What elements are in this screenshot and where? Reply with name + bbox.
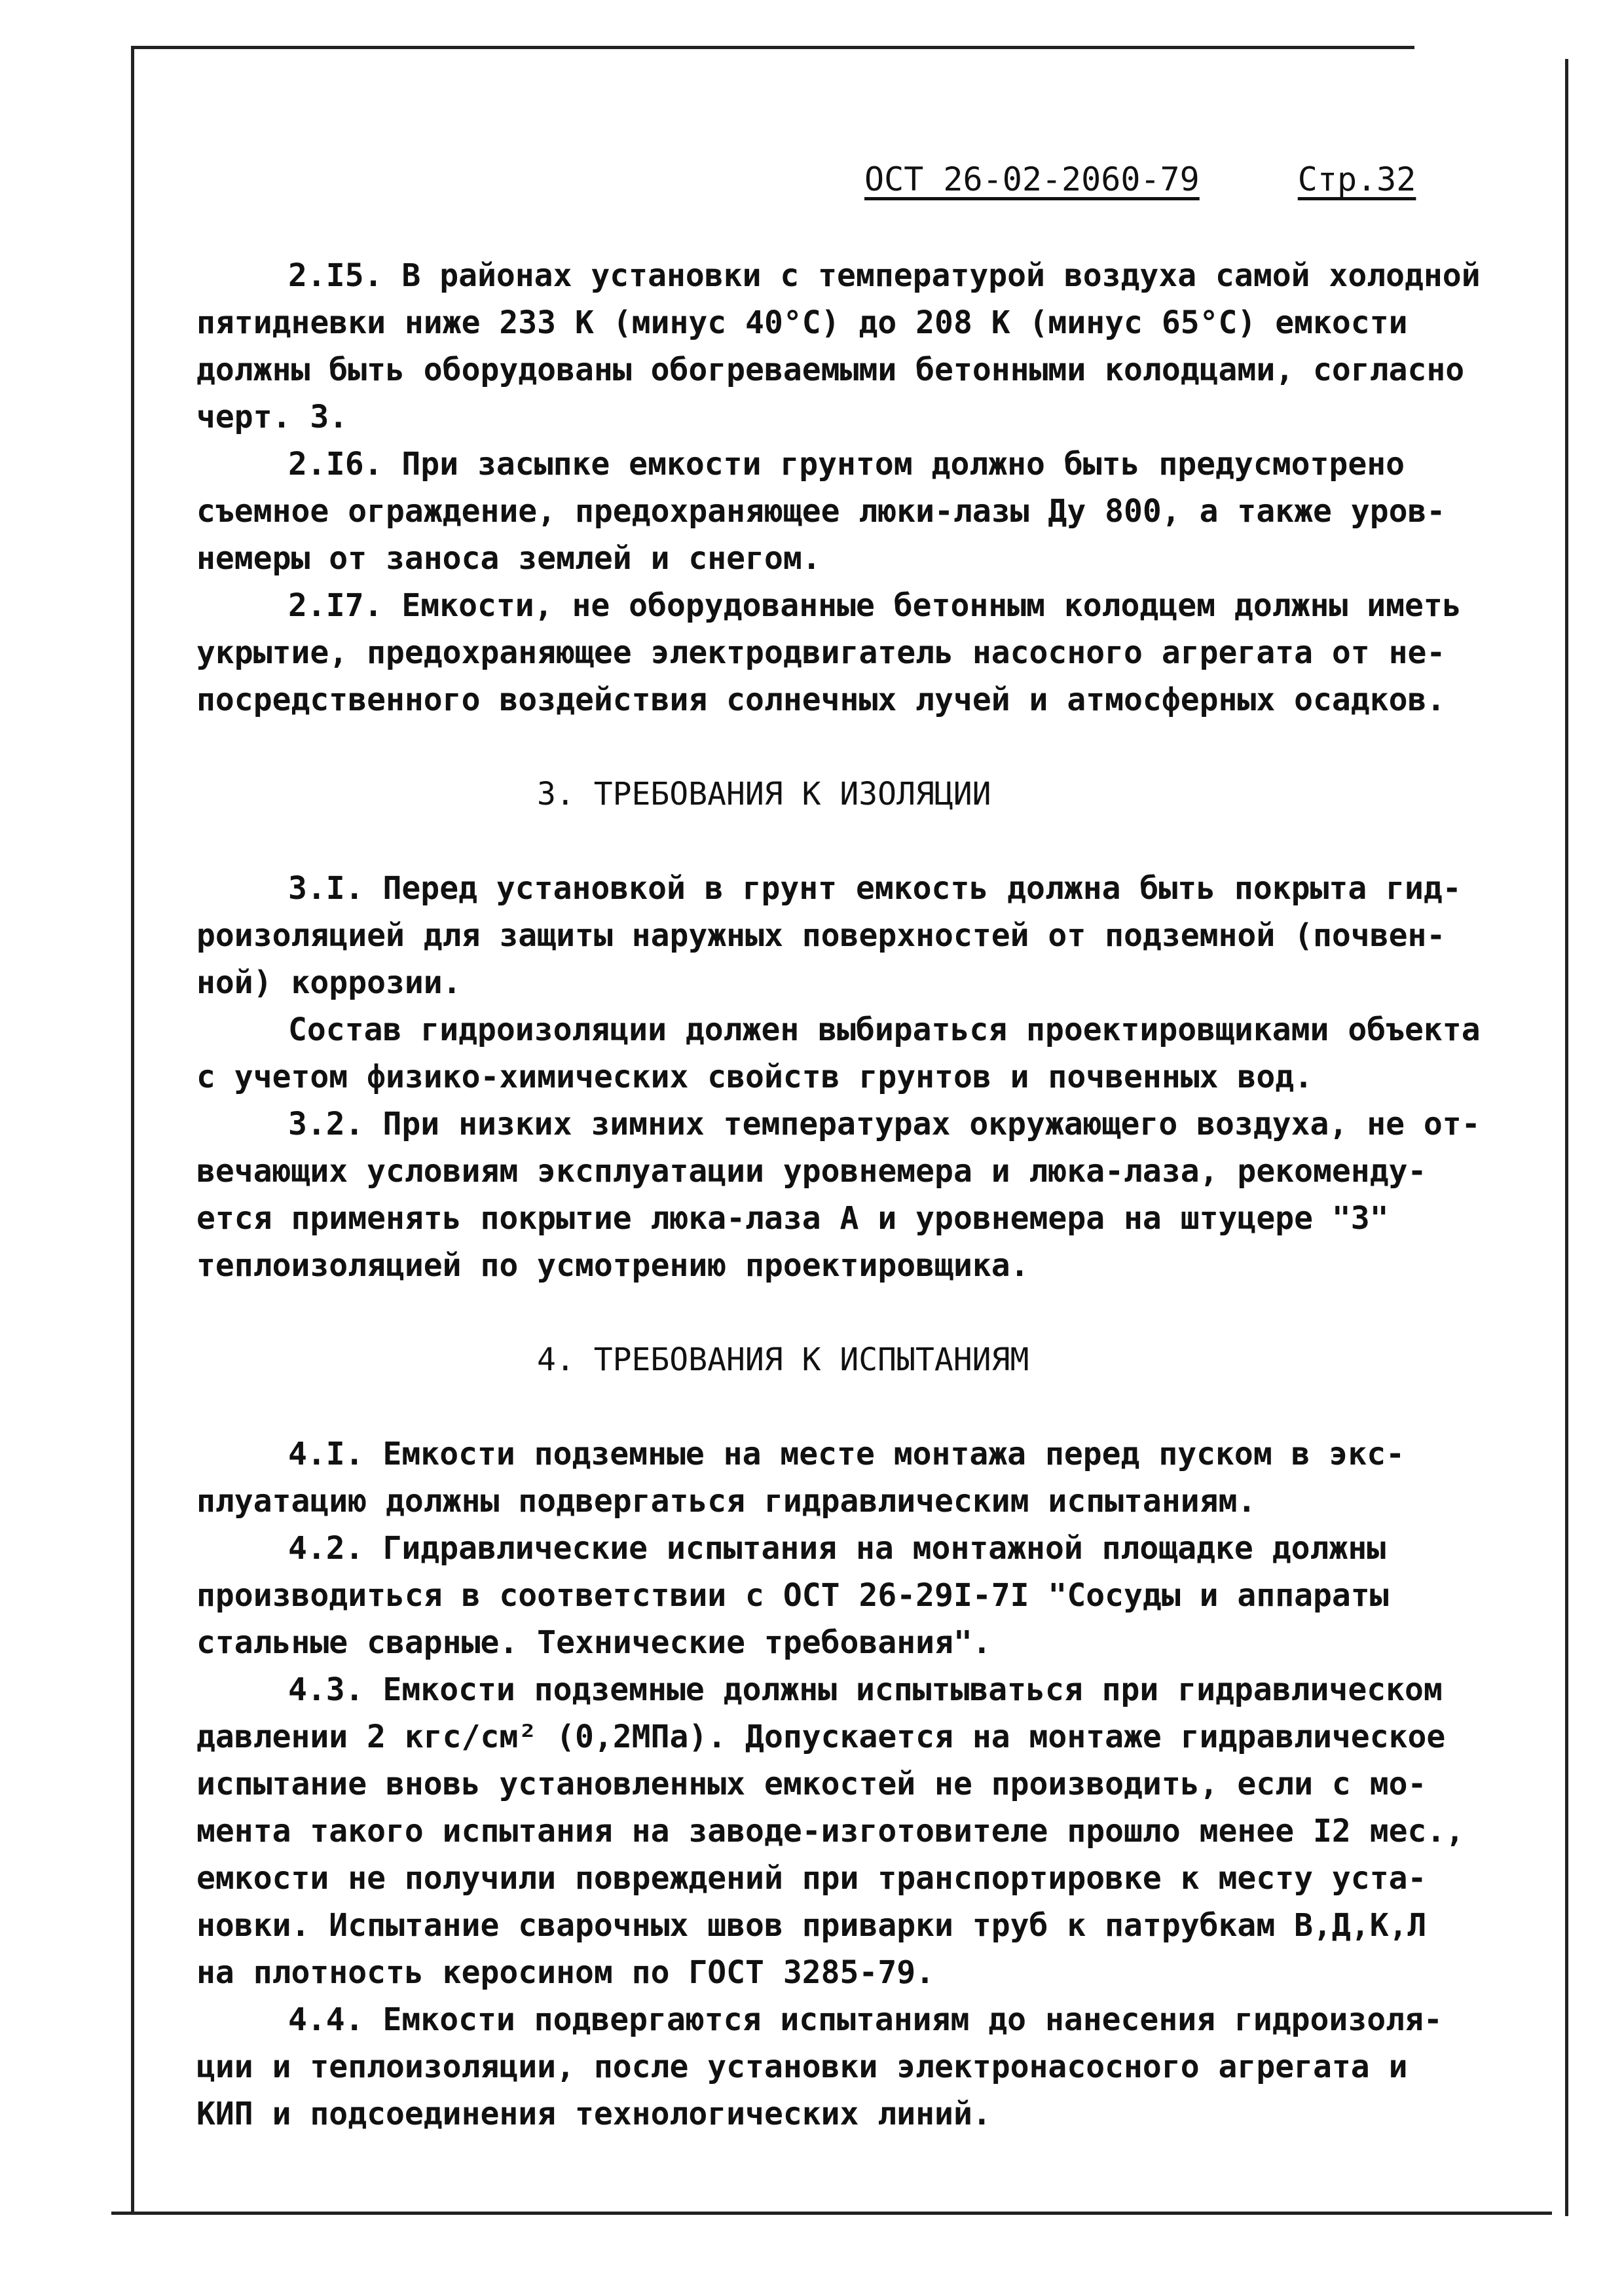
spacer [196, 1289, 1559, 1336]
paragraph-line: на плотность керосином по ГОСТ 3285-79. [196, 1954, 935, 1991]
paragraph-line: черт. 3. [196, 399, 348, 435]
paragraph-line: роизоляцией для защиты наружных поверхностей от подземной (почвен- [196, 917, 1446, 954]
paragraph-line: новки. Испытание сварочных швов приварки труб к патрубкам В,Д,К,Л [196, 1907, 1427, 1944]
section-heading: 3. ТРЕБОВАНИЯ К ИЗОЛЯЦИИ [537, 776, 991, 812]
paragraph-line: ной) коррозии. [196, 964, 462, 1001]
paragraph-line: Состав гидроизоляции должен выбираться проектировщиками объекта [288, 1011, 1481, 1048]
paragraph-line: КИП и подсоединения технологических линий. [196, 2096, 991, 2132]
paragraph-line: ется применять покрытие люка-лаза А и уровнемера на штуцере "З" [196, 1200, 1389, 1237]
spacer [196, 1383, 1559, 1430]
paragraph-line: вечающих условиям эксплуатации уровнемера и люка-лаза, рекоменду- [196, 1153, 1427, 1190]
paragraph-line: 2.I7. Емкости, не оборудованные бетонным колодцем должны иметь [288, 587, 1462, 624]
paragraph-line: плуатацию должны подвергаться гидравлическим испытаниям. [196, 1483, 1257, 1520]
paragraph-line: немеры от заноса землей и снегом. [196, 540, 821, 577]
paragraph-line: теплоизоляцией по усмотрению проектировщика. [196, 1247, 1029, 1284]
spacer [196, 818, 1559, 865]
paragraph-line: посредственного воздействия солнечных лучей и атмосферных осадков. [196, 682, 1446, 718]
paragraph-line: 4.I. Емкости подземные на месте монтажа перед пуском в экс- [288, 1436, 1405, 1472]
paragraph-line: съемное ограждение, предохраняющее люки-лазы Ду 800, а также уров- [196, 493, 1446, 530]
paragraph-line: производиться в соответствии с ОСТ 26-29I-7I "Сосуды и аппараты [196, 1577, 1389, 1614]
paragraph-line: испытание вновь установленных емкостей не производить, если с мо- [196, 1766, 1427, 1802]
frame-top-border [131, 46, 1414, 49]
paragraph-line: 3.2. При низких зимних температурах окружающего воздуха, не от- [288, 1106, 1481, 1142]
paragraph-line: должны быть оборудованы обогреваемыми бетонными колодцами, согласно [196, 352, 1465, 388]
document-code: ОСТ 26-02-2060-79 [864, 160, 1200, 198]
page-header [864, 160, 1416, 198]
frame-left-border [131, 46, 134, 2213]
paragraph-line: стальные сварные. Технические требования". [196, 1624, 991, 1661]
paragraph-line: мента такого испытания на заводе-изготовителе прошло менее I2 мес., [196, 1813, 1465, 1850]
paragraph-line: с учетом физико-химических свойств грунтов и почвенных вод. [196, 1059, 1314, 1095]
paragraph-line: укрытие, предохраняющее электродвигатель насосного агрегата от не- [196, 634, 1446, 671]
frame-bottom-border [111, 2212, 1552, 2215]
paragraph-line: 2.I6. При засыпке емкости грунтом должно быть предусмотрено [288, 446, 1405, 483]
paragraph-line: 2.I5. В районах установки с температурой воздуха самой холодной [288, 257, 1481, 294]
paragraph-line: 3.I. Перед установкой в грунт емкость должна быть покрыта гид- [288, 870, 1462, 907]
paragraph-line: 4.4. Емкости подвергаются испытаниям до нанесения гидроизоля- [288, 2001, 1443, 2038]
paragraph-line: 4.3. Емкости подземные должны испытываться при гидравлическом [288, 1671, 1443, 1708]
paragraph-line: давлении 2 кгс/см² (0,2МПа). Допускается на монтаже гидравлическое [196, 1719, 1446, 1755]
paragraph-line: 4.2. Гидравлические испытания на монтажной площадке должны [288, 1530, 1386, 1567]
paragraph-line: пятидневки ниже 233 К (минус 40°С) до 208 К (минус 65°С) емкости [196, 304, 1408, 341]
paragraph-line: ции и теплоизоляции, после установки электронасосного агрегата и [196, 2049, 1408, 2085]
paragraph-line: емкости не получили повреждений при транспортировке к месту уста- [196, 1860, 1427, 1897]
document-body [196, 252, 1559, 2138]
section-heading: 4. ТРЕБОВАНИЯ К ИСПЫТАНИЯМ [537, 1341, 1029, 1378]
spacer [196, 723, 1559, 771]
frame-right-border [1565, 59, 1568, 2216]
page-number: Стр.32 [1297, 160, 1416, 198]
